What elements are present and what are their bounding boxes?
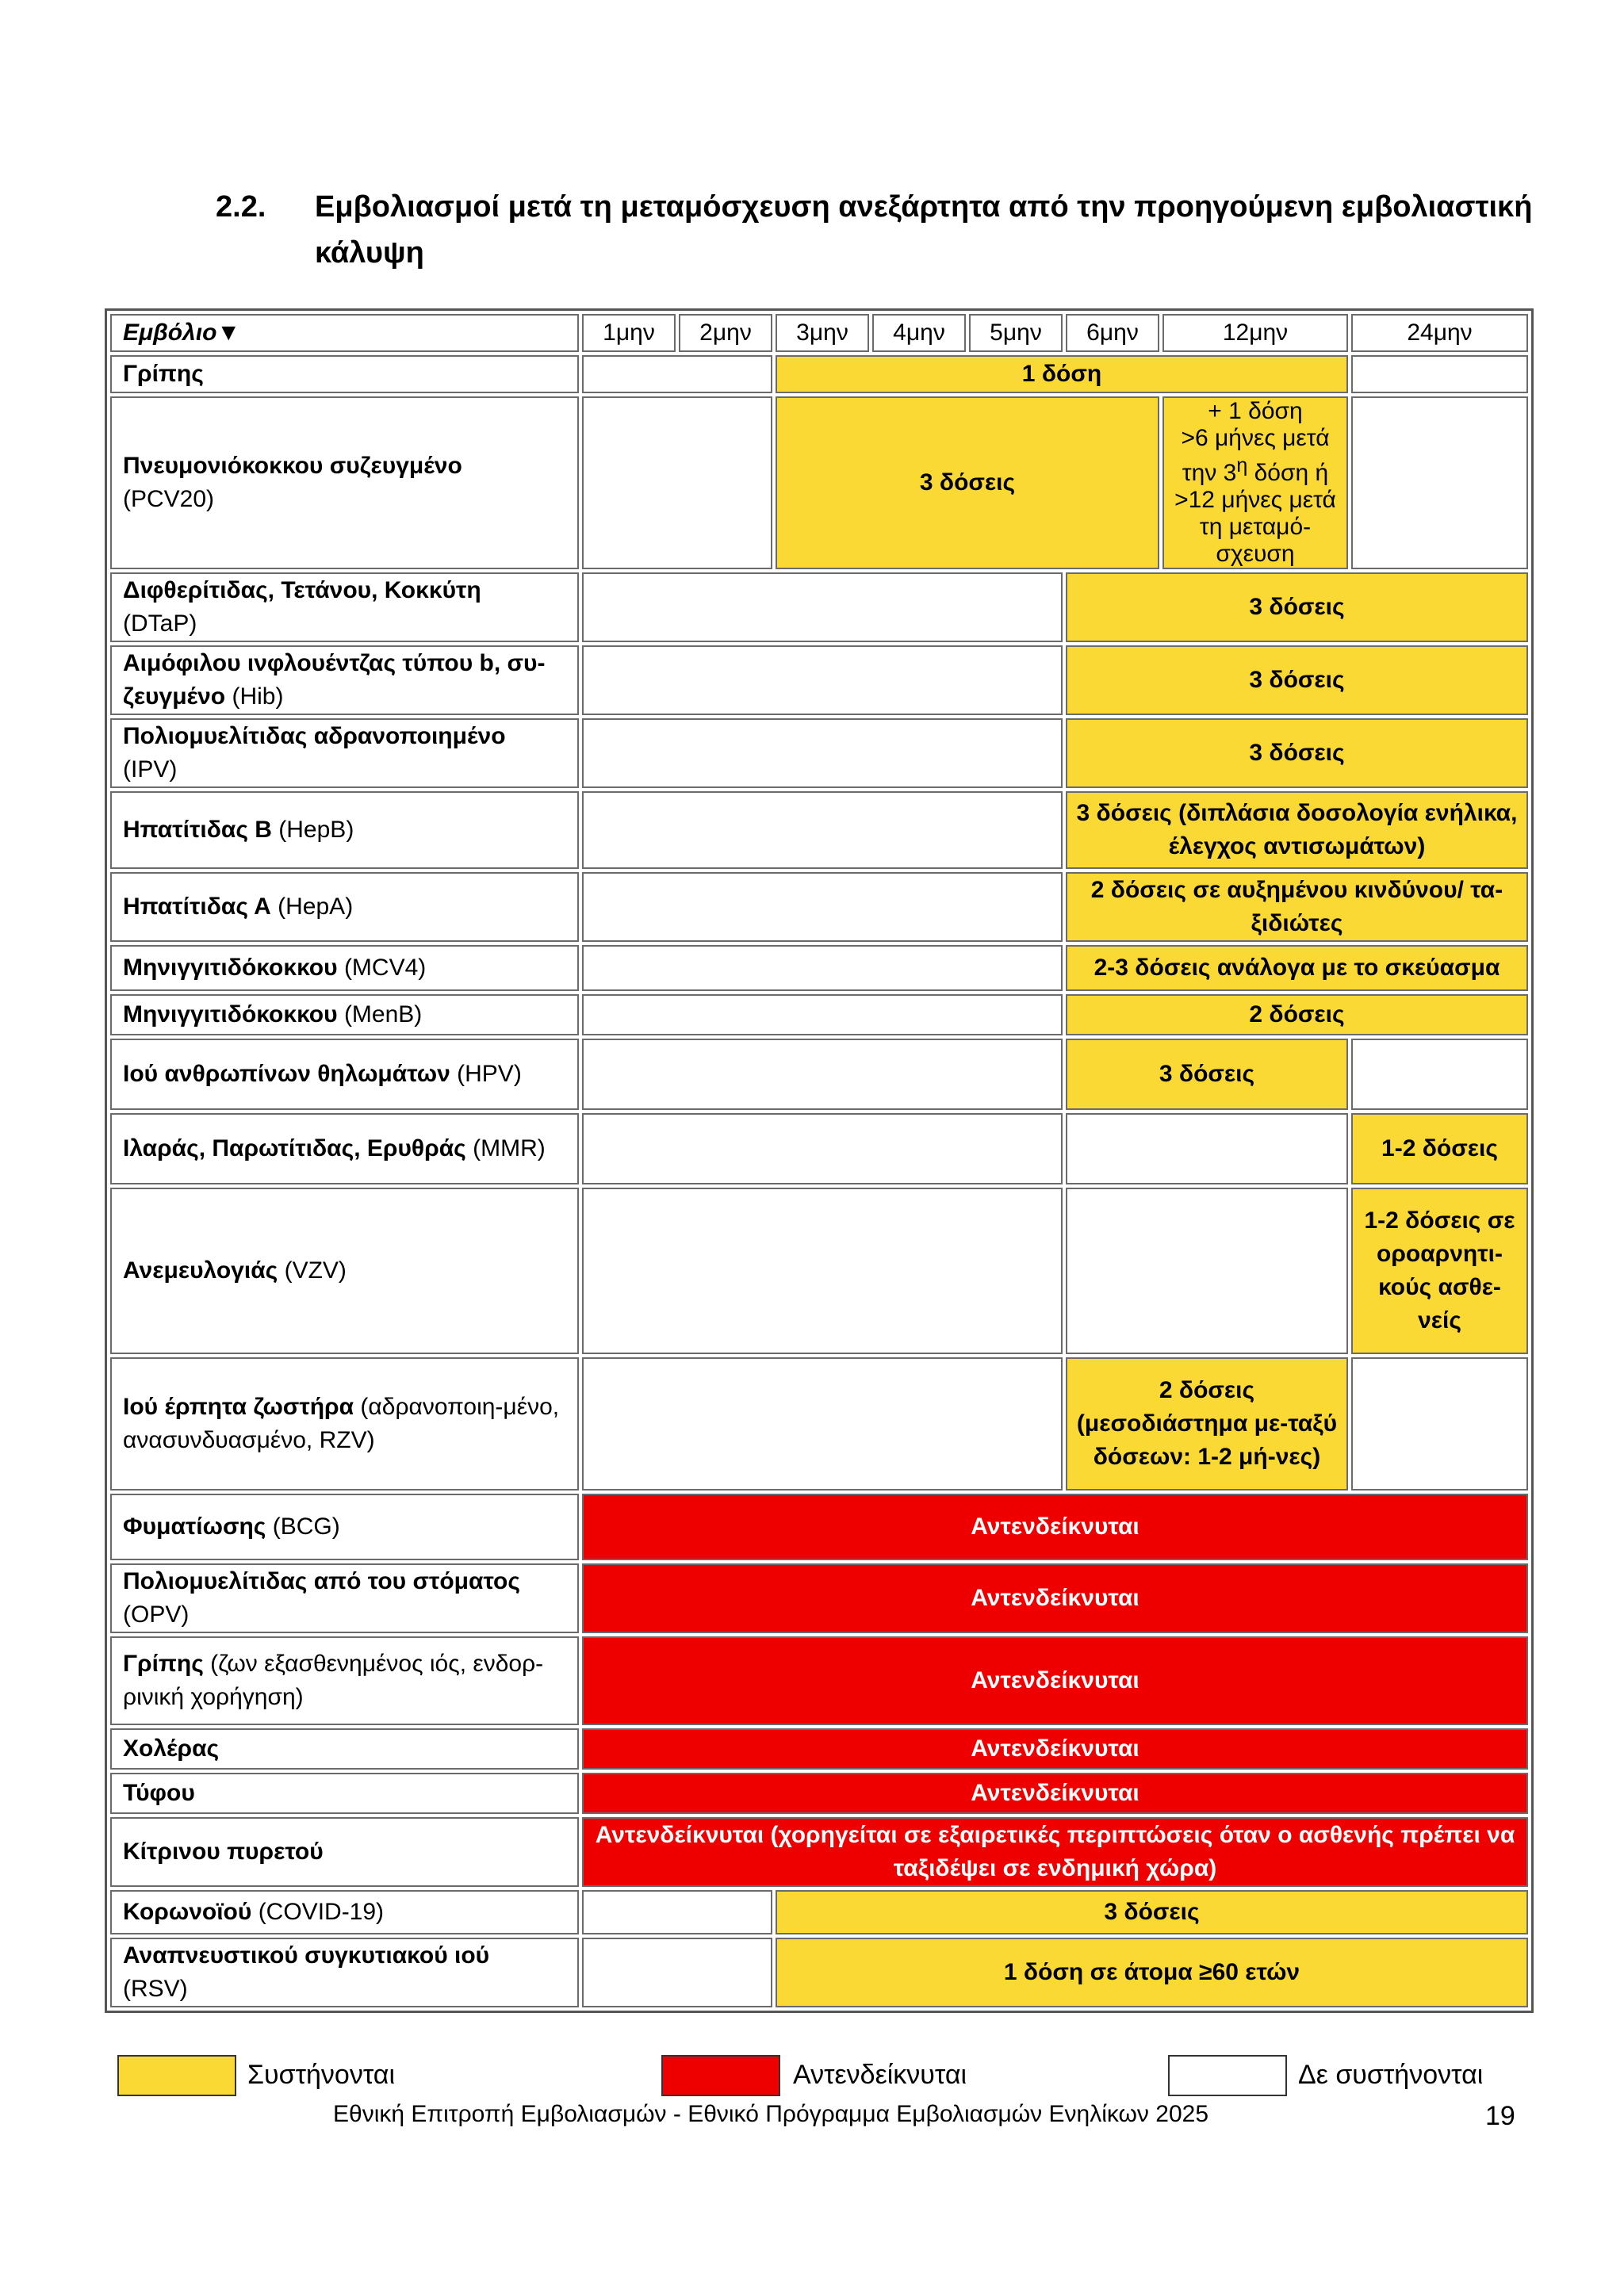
recommended-cell: 1 δόση σε άτομα ≥60 ετών [776,1938,1528,2007]
header-month-3: 3μην [776,314,869,352]
vaccine-name: Χολέρας [110,1728,579,1770]
vaccine-name: Τύφου [110,1773,579,1814]
recommended-cell: 3 δόσεις [1066,645,1528,715]
contraindicated-cell: Αντενδείκνυται [582,1636,1528,1725]
vaccine-name: Διφθερίτιδας, Τετάνου, Κοκκύτη (DTaP) [110,572,579,642]
vaccine-name: Κορωνοϊού (COVID-19) [110,1890,579,1934]
vaccine-name: Φυματίωσης (BCG) [110,1494,579,1560]
recommended-cell: 2 δόσεις σε αυξημένου κινδύνου/ τα-ξιδιώτες [1066,872,1528,942]
recommended-cell: 2-3 δόσεις ανάλογα με το σκεύασμα [1066,945,1528,991]
vaccine-name: Γρίπης [110,355,579,393]
table-row [110,994,1528,1035]
contraindicated-cell: Αντενδείκνυται [582,1773,1528,1814]
table-row [110,872,1528,942]
empty-cell [582,355,772,393]
recommended-cell: 3 δόσεις [776,1890,1528,1934]
empty-cell [582,1113,1063,1184]
recommended-cell: 3 δόσεις [776,396,1159,569]
vaccine-name: Μηνιγγιτιδόκοκκου (MenB) [110,994,579,1035]
recommended-cell: 3 δόσεις [1066,718,1528,788]
vaccine-name: Ιού έρπητα ζωστήρα (αδρανοποιη-μένο, ανασυνδυασμένο, RZV) [110,1357,579,1490]
empty-cell [582,791,1063,869]
vaccine-name: Ανεμευλογιάς (VZV) [110,1188,579,1354]
header-month-2: 2μην [679,314,772,352]
empty-cell [582,396,772,569]
recommended-cell: 2 δόσεις [1066,994,1528,1035]
recommended-cell: 1-2 δόσεις [1351,1113,1528,1184]
vaccine-name: Γρίπης (ζων εξασθενημένος ιός, ενδορ-ρινική χορήγηση) [110,1636,579,1725]
vaccine-name: Ιού ανθρωπίνων θηλωμάτων (HPV) [110,1039,579,1110]
empty-cell [582,1938,772,2007]
empty-cell [1066,1188,1348,1354]
empty-cell [582,1039,1063,1110]
empty-cell [1066,1113,1348,1184]
vaccine-name: Ιλαράς, Παρωτίτιδας, Ερυθράς (MMR) [110,1113,579,1184]
table-row [110,572,1528,642]
header-month-4: 4μην [872,314,966,352]
empty-cell [582,872,1063,942]
contraindicated-cell: Αντενδείκνυται [582,1494,1528,1560]
empty-cell [582,945,1063,991]
empty-cell [582,1357,1063,1490]
empty-cell [1351,1357,1528,1490]
empty-cell [582,1188,1063,1354]
page-footer: Εθνική Επιτροπή Εμβολιασμών - Εθνικό Πρόγραμμα Εμβολιασμών Ενηλίκων 2025 [333,2101,1209,2127]
empty-cell [582,572,1063,642]
legend-contraindicated-label: Αντενδείκνυται [793,2060,967,2090]
table-row [110,1773,1528,1814]
table-row [110,1636,1528,1725]
section-number: 2.2. [216,190,266,224]
header-month-6: 6μην [1066,314,1159,352]
vaccine-name: Κίτρινου πυρετού [110,1817,579,1887]
empty-cell [582,1890,772,1934]
table-row [110,945,1528,991]
legend-recommended-swatch [117,2055,236,2096]
table-row [110,718,1528,788]
table-row [110,1188,1528,1354]
booster-note-cell: + 1 δόση >6 μήνες μετά την $3^\eta$ δόση ή >12 μήνες μετά τη μεταμό- σχευση [1162,396,1348,569]
empty-cell [582,994,1063,1035]
recommended-cell: 1 δόση [776,355,1348,393]
empty-cell [1351,355,1528,393]
table-row [110,1494,1528,1560]
vaccine-name: Πνευμονιόκοκκου συζευγμένο (PCV20) [110,396,579,569]
table-row [110,1728,1528,1770]
table-header-row [110,314,1528,352]
legend-not-recommended-label: Δε συστήνονται [1298,2060,1484,2090]
section-title: Εμβολιασμοί μετά τη μεταμόσχευση ανεξάρτητα από την προηγούμενη εμβολιαστική κάλυψη [315,190,1533,270]
table-row [110,1938,1528,2007]
empty-cell [1351,396,1528,569]
empty-cell [582,645,1063,715]
table-row [110,791,1528,869]
recommended-cell: 2 δόσεις (μεσοδιάστημα με-ταξύ δόσεων: 1-2 μή-νες) [1066,1357,1348,1490]
vaccine-name: Πολιομυελίτιδας αδρανοποιημένο (IPV) [110,718,579,788]
contraindicated-cell: Αντενδείκνυται [582,1563,1528,1633]
table-row [110,1039,1528,1110]
table-row [110,1817,1528,1887]
vaccine-name: Αιμόφιλου ινφλουέντζας τύπου b, συ-ζευγμένο (Hib) [110,645,579,715]
header-month-1: 1μην [582,314,676,352]
table-row [110,1357,1528,1490]
empty-cell [1351,1039,1528,1110]
recommended-cell: 3 δόσεις [1066,1039,1348,1110]
table-row [110,355,1528,393]
vaccine-name: Πολιομυελίτιδας από του στόματος (OPV) [110,1563,579,1633]
contraindicated-cell: Αντενδείκνυται (χορηγείται σε εξαιρετικές περιπτώσεις όταν ο ασθενής πρέπει να ταξιδέψει σε ενδημική χώρα) [582,1817,1528,1887]
table-row [110,645,1528,715]
legend-not-recommended-swatch [1168,2055,1287,2096]
vaccine-name: Αναπνευστικού συγκυτιακού ιού (RSV) [110,1938,579,2007]
legend-recommended-label: Συστήνονται [247,2060,396,2090]
header-month-12: 12μην [1162,314,1348,352]
header-month-24: 24μην [1351,314,1528,352]
page-number: 19 [1485,2101,1515,2131]
vaccination-schedule-table [105,308,1534,2013]
recommended-cell: 3 δόσεις (διπλάσια δοσολογία ενήλικα, έλεγχος αντισωμάτων) [1066,791,1528,869]
header-vaccine: Εμβόλιο▼ [110,314,579,352]
table-row [110,1563,1528,1633]
vaccine-name: Ηπατίτιδας Β (HepB) [110,791,579,869]
table-row [110,1890,1528,1934]
empty-cell [582,718,1063,788]
recommended-cell: 3 δόσεις [1066,572,1528,642]
vaccine-name: Ηπατίτιδας Α (HepA) [110,872,579,942]
recommended-cell: 1-2 δόσεις σε οροαρνητι-κούς ασθε-νείς [1351,1188,1528,1354]
header-month-5: 5μην [969,314,1063,352]
legend-contraindicated-swatch [661,2055,780,2096]
vaccine-name: Μηνιγγιτιδόκοκκου (MCV4) [110,945,579,991]
table-row [110,1113,1528,1184]
table-row [110,396,1528,569]
contraindicated-cell: Αντενδείκνυται [582,1728,1528,1770]
